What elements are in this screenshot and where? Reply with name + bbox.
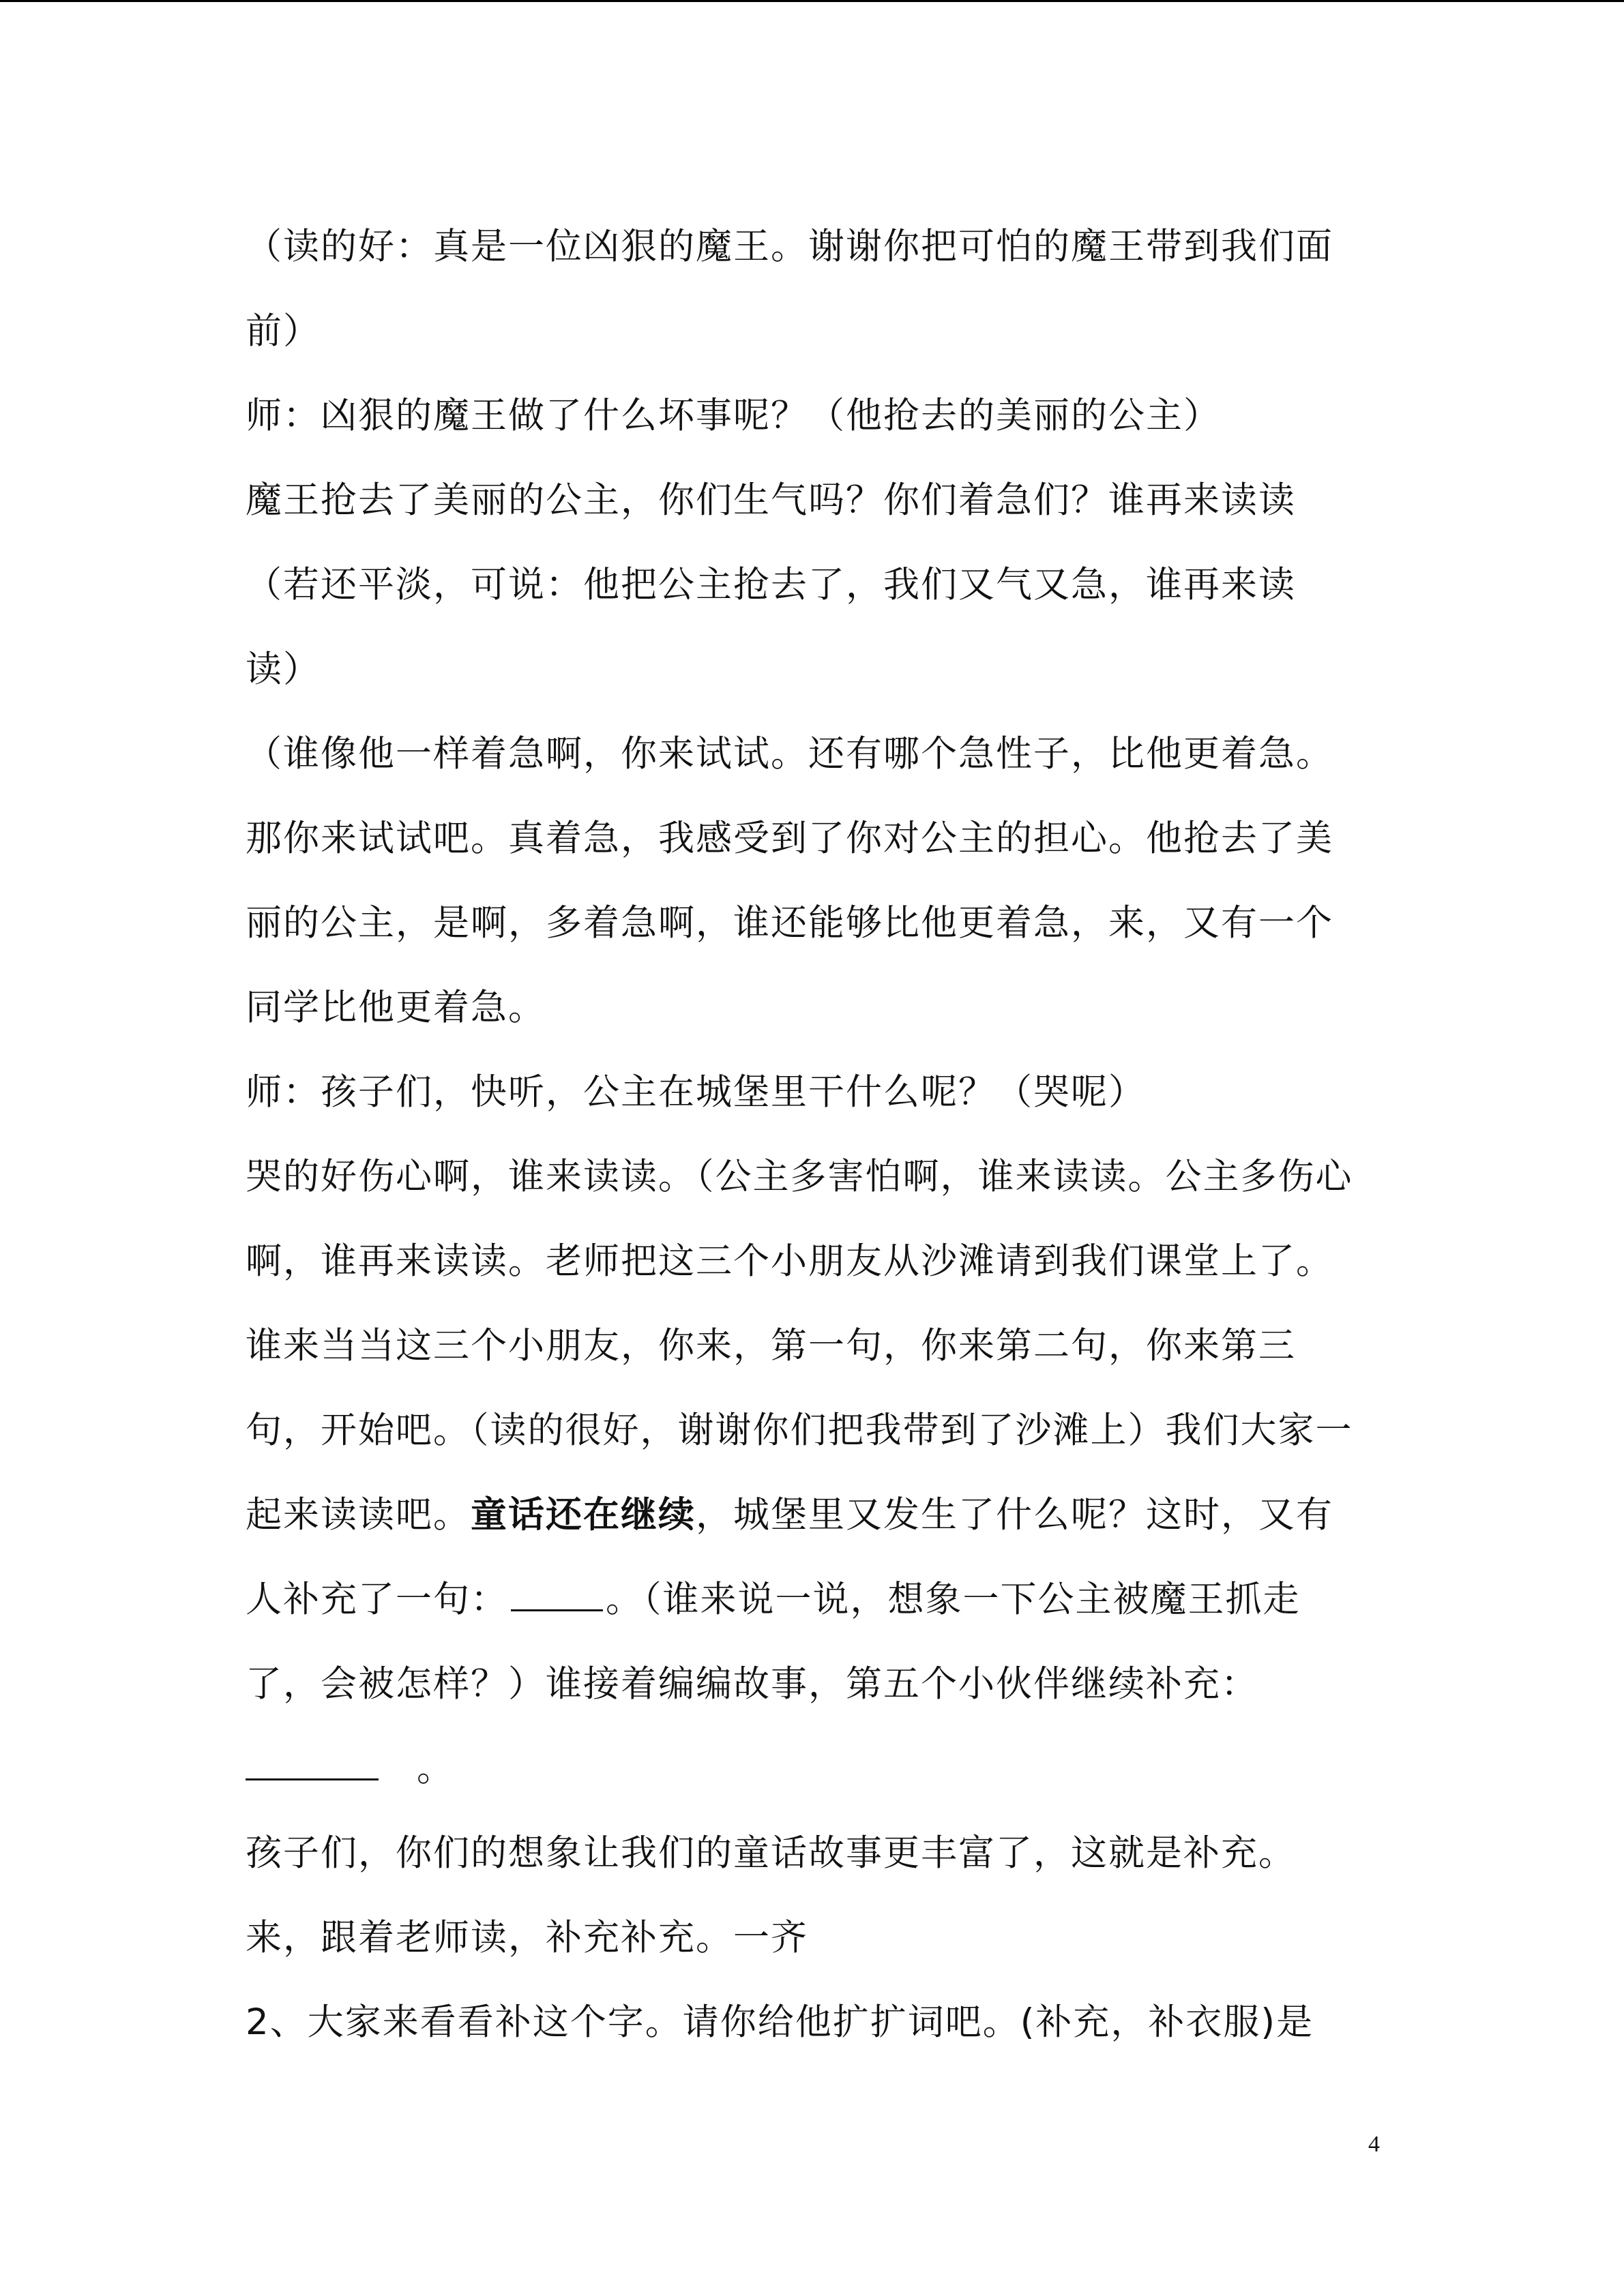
text-line: 师：孩子们，快听，公主在城堡里干什么呢？（哭呢）: [246, 1071, 1146, 1113]
line-text-before: 起来读读吧。: [246, 1494, 471, 1536]
text-line: 句，开始吧。（读的很好，谢谢你们把我带到了沙滩上）我们大家一: [246, 1410, 1353, 1451]
text-line: 谁来当当这三个小朋友，你来，第一句，你来第二句，你来第三: [246, 1325, 1296, 1367]
text-line-with-blank: [246, 1557, 1378, 1642]
text-line: （若还平淡，可说：他把公主抢去了，我们又气又急，谁再来读: [246, 564, 1296, 606]
bold-emphasis: 童话还在继续: [471, 1494, 696, 1536]
line-text-before: 人补充了一句：: [246, 1579, 508, 1620]
text-line: 了，会被怎样？）谁接着编编故事，第五个小伙伴继续补充：: [246, 1663, 1258, 1705]
text-line: 来，跟着老师读，补充补充。一齐: [246, 1917, 808, 1958]
text-line: 那你来试试吧。真着急，我感受到了你对公主的担心。他抢去了美: [246, 818, 1333, 859]
text-line: 魔王抢去了美丽的公主，你们生气吗？你们着急们？谁再来读读: [246, 479, 1296, 521]
text-line: 哭的好伤心啊，谁来读读。（公主多害怕啊，谁来读读。公主多伤心: [246, 1156, 1353, 1197]
text-line: （谁像他一样着急啊，你来试试。还有哪个急性子，比他更着急。: [246, 733, 1333, 775]
top-border-line: [0, 0, 1624, 2]
body-text: [246, 205, 1378, 2065]
text-line: 啊，谁再来读读。老师把这三个小朋友从沙滩请到我们课堂上了。: [246, 1240, 1333, 1282]
fill-in-blank: [511, 1583, 603, 1611]
text-line: 孩子们，你们的想象让我们的童话故事更丰富了，这就是补充。: [246, 1832, 1296, 1874]
text-line: 同学比他更着急。: [246, 987, 546, 1028]
text-line: （读的好：真是一位凶狠的魔王。谢谢你把可怕的魔王带到我们面: [246, 226, 1333, 267]
page-number: 4: [1368, 2132, 1380, 2157]
fill-in-blank: [246, 1753, 379, 1780]
line-text-after: ，城堡里又发生了什么呢？这时，又有: [696, 1494, 1333, 1536]
text-line: 前）: [246, 310, 321, 352]
text-line: 读）: [246, 648, 321, 690]
text-line: 2、大家来看看补这个字。请你给他扩扩词吧。(补充，补衣服)是: [246, 2001, 1314, 2043]
line-text-after: 。（谁来说一说，想象一下公主被魔王抓走: [606, 1579, 1301, 1620]
blank-line: [246, 1727, 1378, 1811]
text-line-with-bold: [246, 1473, 1378, 1557]
text-line: 师：凶狠的魔王做了什么坏事呢？（他抢去的美丽的公主）: [246, 395, 1221, 436]
text-line: 丽的公主，是啊，多着急啊，谁还能够比他更着急，来，又有一个: [246, 902, 1333, 944]
line-end-mark: 。: [417, 1748, 454, 1789]
